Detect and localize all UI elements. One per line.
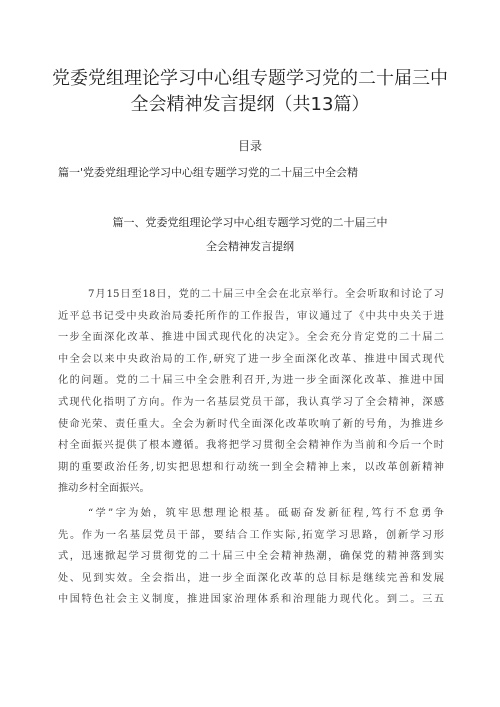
paragraph-2-line: 处、见到实效。全会指出，进一步全面深化改革的总目标是继续完善和发展 <box>58 572 444 584</box>
document-title-line-1: 党委党组理论学习中心组专题学习党的二十届三中 <box>52 68 448 89</box>
paragraph-2-line: 中国特色社会主义制度，推进国家治理体系和治理能力现代化。到二。三五 <box>58 594 444 606</box>
section-title <box>40 211 460 259</box>
paragraph-2-line: “学”字为始，筑牢思想理论根基。砥砺奋发新征程,笃行不怠勇争 <box>88 507 444 519</box>
paragraph-1-line: 式现代化指明了方向。作为一名基层党员干部，我认真学习了全会精神，深感 <box>58 396 444 408</box>
document-title <box>40 66 460 118</box>
section-title-line-1: 篇一、党委党组理论学习中心组专题学习党的二十届三中 <box>112 216 388 229</box>
paragraph-2-line: 先。作为一名基层党员干部，要结合工作实际,拓宽学习思路，创新学习形 <box>58 529 444 541</box>
section-title-line-2: 全会精神发言提纲 <box>206 240 294 253</box>
paragraph-1-line: 期的重要政治任务,切实把思想和行动统一到全会精神上来，以改革创新精神 <box>58 461 444 473</box>
paragraph-1-line: 7月15日至18日，党的二十届三中全会在北京举行。全会听取和讨论了习 <box>88 289 444 300</box>
document-title-line-2: 全会精神发言提纲（共13篇） <box>130 94 370 115</box>
paragraph-1-line: 推动乡村全面振兴。 <box>58 483 150 495</box>
paragraph-1-line: 村全面振兴提供了根本遵循。我将把学习贯彻全会精神作为当前和今后一个时 <box>58 440 444 452</box>
paragraph-1-line: 使命光荣、责任重大。全会为新时代全面深化改革吹响了新的号角，为推进乡 <box>58 418 444 430</box>
paragraph-2 <box>58 503 444 611</box>
body-text <box>58 284 444 611</box>
toc-heading: 目录 <box>237 139 262 153</box>
paragraph-1-line: 一步全面深化改革、推进中国式现代化的决定》。全会充分肯定党的二十届二 <box>58 332 444 344</box>
toc-item-1[interactable]: 篇一'党委党组理论学习中心组专题学习党的二十届三中全会精 <box>58 166 359 179</box>
paragraph-2-line: 式，迅速掀起学习贯彻党的二十届三中全会精神热潮，确保党的精神落到实 <box>58 551 444 563</box>
paragraph-1-line: 中全会以来中央政治局的工作,研究了进一步全面深化改革、推进中国式现代 <box>58 353 444 365</box>
paragraph-1-line: 近平总书记受中央政治局委托所作的工作报告，审议通过了《中共中央关于进 <box>58 310 444 322</box>
paragraph-1-line: 化的问题。党的二十届三中全会胜利召开,为进一步全面深化改革、推进中国 <box>58 375 444 387</box>
paragraph-1 <box>58 284 444 500</box>
